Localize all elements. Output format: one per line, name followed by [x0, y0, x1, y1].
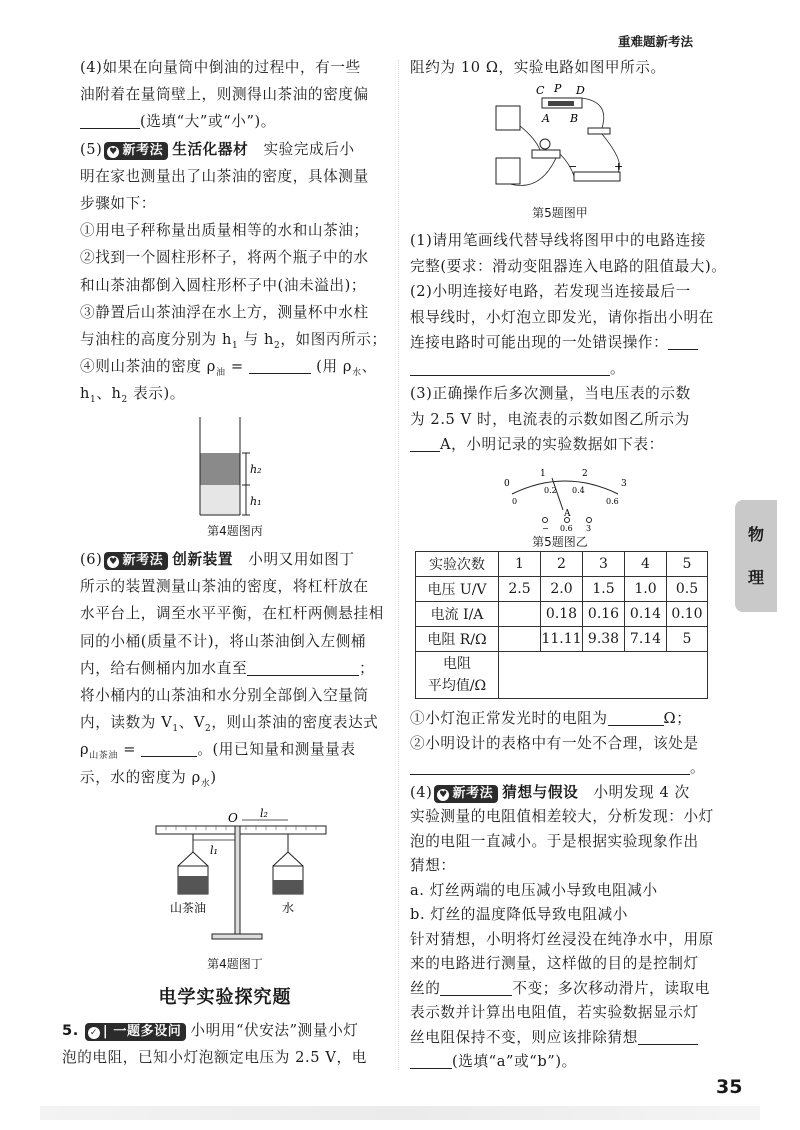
text-line — [80, 682, 384, 709]
text-run: 连接电路时可能出现的一处错误操作： — [410, 334, 669, 351]
table-cell: 5 — [667, 552, 708, 577]
text-line — [410, 952, 714, 977]
text-run: 。 — [610, 359, 626, 377]
figure-jia-caption: 第5题图甲 — [532, 206, 588, 220]
answer-blank[interactable] — [638, 1028, 698, 1045]
answer-blank[interactable] — [410, 758, 690, 775]
figure-bing-caption: 第4题图丙 — [207, 524, 263, 538]
h1-label: h₁ — [250, 495, 262, 508]
badge-label: 新考法 — [122, 553, 164, 568]
terminal-b-label: B — [570, 112, 579, 125]
table-cell: 1 — [499, 552, 541, 577]
table-cell: 0.10 — [667, 602, 708, 627]
text-line — [410, 1050, 714, 1075]
table-cell: 9.38 — [583, 627, 625, 652]
subscript: 2 — [273, 340, 281, 351]
answer-blank[interactable] — [440, 979, 512, 996]
text-run: 明在家也测量出了山茶油的密度，具体测量 — [80, 167, 369, 185]
text-line — [80, 54, 387, 81]
text-line — [410, 356, 726, 382]
text-run: ③静置后山茶油浮在水上方，测量杯中水柱 — [80, 303, 369, 321]
text-run: 实验完成后小 — [248, 140, 355, 158]
terminal-a-label: A — [542, 112, 550, 125]
text-run: 泡的电阻一直减小。于是根据实验现象作出 — [410, 832, 699, 850]
bulb — [540, 139, 550, 149]
table-cell: 11.11 — [541, 627, 583, 652]
text-run: ①小灯泡正常发光时的电阻为 — [410, 710, 608, 727]
text-line — [80, 299, 387, 326]
text-run: 针对猜想，小明将灯丝浸没在纯净水中，用原 — [410, 930, 714, 948]
text-line — [80, 353, 387, 380]
text-line — [80, 326, 387, 353]
row-header: 电阻 平均值/Ω — [416, 652, 499, 699]
text-run: 阻约为 10 Ω，实验电路如图甲所示。 — [410, 59, 666, 76]
table-cell — [499, 602, 541, 627]
water-label: 水 — [282, 901, 295, 915]
slider-p-label: P — [554, 82, 562, 95]
answer-blank[interactable] — [668, 333, 698, 350]
text-line — [80, 709, 384, 736]
table-cell: 2.0 — [541, 577, 583, 602]
text-run: 泡的电阻，已知小灯泡额定电压为 2.5 V，电 — [62, 1049, 367, 1067]
text-line — [80, 108, 387, 135]
text-run: Ω； — [663, 710, 692, 727]
tick-bottom-04: 0.4 — [572, 486, 585, 495]
terminal-c-label: C — [536, 84, 545, 97]
figure-jia-circuit — [490, 82, 630, 202]
new-method-badge — [434, 785, 498, 803]
text-run: 为 2.5 V 时，电流表的示数如图乙所示为 — [410, 410, 690, 428]
text-line — [410, 781, 714, 806]
answer-blank[interactable] — [141, 740, 197, 757]
table-cell: 0.16 — [583, 602, 625, 627]
text-run: 、 — [361, 358, 377, 376]
table-cell: 3 — [583, 552, 625, 577]
checkmark-icon: ✓ — [89, 1028, 98, 1038]
text-run: ④则山茶油的密度 ρ — [80, 358, 216, 376]
subscript: 2 — [121, 395, 128, 406]
lever-ruler — [156, 826, 326, 834]
subscript: 水 — [200, 778, 211, 789]
table-row-average — [416, 652, 708, 699]
text-line — [80, 573, 384, 600]
answer-blank[interactable] — [410, 1052, 452, 1069]
figure-yi-ammeter-dial — [490, 466, 640, 532]
text-run: 表示)。 — [127, 385, 185, 403]
l1-label: l₁ — [210, 844, 218, 857]
column-divider — [398, 60, 399, 1070]
text-run: 表示数并计算出电阻值，若实验数据显示灯 — [410, 1004, 699, 1021]
lightbulb-icon: ♥ — [109, 557, 118, 567]
text-run: ，则山茶油的密度表达式 — [211, 714, 379, 732]
pivot-label: O — [228, 811, 238, 825]
badge-label: 新考法 — [452, 785, 494, 801]
subscript: 油 — [215, 367, 226, 378]
text-line — [410, 854, 714, 879]
text-line — [410, 732, 714, 757]
oil-in-bucket — [178, 876, 208, 894]
text-line — [410, 879, 714, 904]
badge-label: 新考法 — [122, 142, 164, 158]
text-run: 。(用已知量和测量量表 — [197, 741, 356, 759]
text-line — [80, 81, 387, 108]
answer-blank[interactable] — [410, 359, 610, 376]
section-heading: 电学实验探究题 — [158, 987, 292, 1008]
text-run: (6) — [80, 551, 103, 568]
subscript: 1 — [90, 395, 97, 406]
text-run: h — [80, 385, 90, 403]
text-line — [80, 764, 384, 791]
topic-label: 生活化器材 — [172, 140, 249, 158]
text-line — [80, 628, 384, 655]
text-run: 根导线时，小灯泡立即发光，请你指出小明在 — [410, 308, 714, 326]
text-run: (用 ρ — [310, 358, 353, 376]
table-cell: 0.5 — [667, 577, 708, 602]
subscript: 1 — [231, 340, 239, 351]
new-method-badge — [104, 552, 168, 570]
multi-question-badge — [85, 1023, 186, 1041]
text-line — [410, 305, 726, 331]
tick-top-0: 0 — [504, 479, 510, 489]
text-line — [410, 830, 714, 855]
text-run: 与油柱的高度分别为 h — [80, 330, 232, 348]
text-run: (1)请用笔画线代替导线将图甲中的电路连接 — [410, 232, 706, 249]
text-run: 水平台上，调至水平平衡，在杠杆两侧悬挂相 — [80, 605, 384, 623]
text-run: 。 — [690, 759, 706, 776]
row-header: 实验次数 — [416, 552, 499, 577]
question-number: 5. — [62, 1022, 79, 1039]
text-line — [80, 244, 387, 271]
table-cell: 2 — [541, 552, 583, 577]
terminal-3: 3 — [586, 524, 592, 532]
text-line — [410, 381, 726, 407]
table-row — [416, 552, 708, 577]
text-run: ②找到一个圆柱形杯子，将两个瓶子中的水 — [80, 249, 369, 267]
text-run: = — [225, 358, 249, 376]
terminal-d-label: D — [576, 84, 585, 97]
text-line — [410, 432, 726, 458]
table-cell: 4 — [625, 552, 667, 577]
question-5-intro-cont — [410, 55, 666, 81]
table-cell — [499, 627, 541, 652]
text-line — [410, 903, 714, 928]
figure-ding-lever — [150, 808, 340, 948]
text-line — [80, 272, 387, 299]
text-line — [62, 1017, 367, 1044]
oil-column — [200, 453, 240, 485]
text-line — [410, 330, 726, 356]
text-run: 内，给右侧桶内加水直至 — [80, 659, 248, 677]
running-header: 重难题新考法 — [618, 34, 694, 49]
text-run: 小明发现 4 次 — [578, 783, 690, 801]
text-line — [80, 217, 387, 244]
water-in-bucket — [273, 880, 303, 894]
lightbulb-icon: ♥ — [109, 146, 118, 157]
table-row — [416, 627, 708, 652]
text-line — [410, 228, 726, 254]
text-line — [410, 407, 726, 433]
text-run: ①用电子秤称量出质量相等的水和山茶油； — [80, 222, 369, 240]
answer-blank[interactable] — [249, 357, 311, 374]
l2-label: l₂ — [260, 808, 268, 820]
text-run: 所示的装置测量山茶油的密度，将杠杆放在 — [80, 578, 369, 596]
stand-base — [212, 934, 262, 939]
experiment-data-table — [415, 551, 708, 699]
text-line — [410, 805, 714, 830]
text-line — [410, 977, 714, 1002]
text-line — [410, 254, 726, 280]
tick-bottom-02: 0.2 — [544, 486, 557, 495]
text-line — [80, 546, 384, 573]
text-line — [410, 1001, 714, 1026]
figure-bing-cylinder — [180, 415, 290, 519]
subscript: 1 — [172, 724, 179, 735]
text-run: 猜想： — [410, 857, 456, 874]
text-run: (4) — [410, 783, 433, 801]
text-run: (4)如果在向量筒中倒油的过程中，有一些 — [80, 59, 361, 76]
question-5-intro — [62, 1017, 367, 1071]
text-run: 完整(要求：滑动变阻器连入电路的阻值最大)。 — [410, 257, 727, 275]
text-run: 将小桶内的山茶油和水分别全部倒入空量筒 — [80, 686, 369, 704]
text-run: b. 灯丝的温度降低导致电阻减小 — [410, 906, 628, 923]
text-line — [410, 707, 714, 732]
tick-top-2: 2 — [582, 469, 588, 479]
page-number: 35 — [716, 1076, 743, 1098]
text-run: 内，读数为 V — [80, 714, 173, 732]
text-run: 、h — [96, 385, 122, 403]
subscript: 水 — [352, 367, 362, 378]
table-cell: 2.5 — [499, 577, 541, 602]
table-row — [416, 577, 708, 602]
text-run: ρ — [80, 741, 90, 759]
answer-blank[interactable] — [247, 659, 359, 676]
battery-plus: + — [614, 160, 624, 173]
dial-arc — [512, 481, 618, 494]
subscript: 山茶油 — [89, 751, 118, 762]
text-run: 小明又用如图丁 — [233, 551, 355, 568]
answer-blank[interactable] — [608, 709, 664, 726]
table-cell: 1.5 — [583, 577, 625, 602]
text-line — [80, 380, 387, 407]
text-run: 油附着在量筒壁上，则测得山茶油的密度偏 — [80, 86, 369, 104]
text-run: 示，水的密度为 ρ — [80, 768, 201, 786]
text-run: 小明用“伏安法”测量小灯 — [190, 1022, 359, 1039]
text-run: = — [118, 741, 142, 759]
badge-label: | 一题多设问 — [102, 1024, 182, 1039]
table-cell: 0.18 — [541, 602, 583, 627]
figure-ding-caption: 第4题图丁 — [207, 957, 263, 971]
text-run: 与 h — [238, 330, 274, 348]
question-4-parts-4-5 — [80, 54, 387, 407]
terminal-minus: − — [542, 524, 549, 532]
text-run: (3)正确操作后多次测量，当电压表的示数 — [410, 385, 691, 402]
text-run: 丝的 — [410, 979, 441, 997]
voltmeter — [496, 106, 520, 130]
lightbulb-icon: ♥ — [439, 789, 448, 800]
text-run: 、V — [178, 714, 206, 732]
text-run: a. 灯丝两端的电压减小导致电阻减小 — [410, 881, 658, 899]
row-header: 电阻 R/Ω — [416, 627, 499, 652]
question-5-parts-1-3 — [410, 228, 726, 458]
text-line — [410, 55, 666, 81]
text-run: 和山茶油都倒入圆柱形杯子中(油未溢出)； — [80, 276, 367, 294]
scan-smudge — [40, 1106, 760, 1120]
text-run: 不变；多次移动滑片，读取电 — [512, 979, 710, 997]
text-run: ②小明设计的表格中有一处不合理，该处是 — [410, 734, 699, 752]
battery-minus: − — [568, 160, 578, 173]
ammeter — [496, 158, 520, 184]
row-header: 电流 I/A — [416, 602, 499, 627]
tick-top-3: 3 — [621, 479, 627, 489]
text-run: ，如图丙所示； — [280, 330, 387, 348]
oil-label: 山茶油 — [170, 901, 207, 915]
subscript: 2 — [205, 724, 212, 735]
text-run: (选填“大”或“小”)。 — [140, 113, 276, 131]
text-line — [80, 655, 384, 682]
tab-char-2: 理 — [747, 568, 764, 587]
terminal-06: 0.6 — [560, 524, 573, 532]
row-header: 电压 U/V — [416, 577, 499, 602]
text-line — [80, 190, 387, 217]
answer-blank[interactable] — [80, 112, 140, 129]
text-run: (2)小明连接好电路，若发现当连接最后一 — [410, 283, 691, 300]
text-line — [62, 1044, 367, 1071]
table-cell: 5 — [667, 627, 708, 652]
text-line — [80, 600, 384, 627]
new-method-badge — [104, 142, 168, 160]
question-5-parts-3-4 — [410, 707, 714, 1075]
table-row — [416, 602, 708, 627]
tick-top-1: 1 — [540, 469, 546, 479]
table-cell: 7.14 — [625, 627, 667, 652]
text-line — [80, 136, 387, 163]
topic-label: 创新装置 — [172, 551, 234, 568]
h2-label: h₂ — [250, 463, 262, 476]
text-run: 实验测量的电阻值相差较大，分析发现：小灯 — [410, 808, 714, 825]
text-line — [410, 928, 714, 953]
text-run: 丝电阻保持不变，则应该排除猜想 — [410, 1028, 638, 1046]
text-run: 同的小桶(质量不计)，将山茶油倒入左侧桶 — [80, 632, 367, 650]
tab-char-1: 物 — [747, 525, 764, 544]
table-cell: 1.0 — [625, 577, 667, 602]
switch — [588, 128, 610, 134]
unit-label: A — [564, 509, 571, 519]
text-line — [410, 756, 714, 781]
average-cell — [499, 652, 708, 699]
answer-blank[interactable] — [410, 435, 440, 452]
tick-bottom-0: 0 — [512, 497, 518, 506]
text-run: ； — [359, 659, 375, 677]
text-line — [80, 163, 387, 190]
battery — [574, 172, 620, 181]
figure-yi-caption: 第5题图乙 — [532, 535, 588, 549]
text-line — [410, 279, 726, 305]
text-run: 步骤如下： — [80, 194, 156, 212]
text-line — [80, 736, 384, 763]
text-run: 来的电路进行测量，这样做的目的是控制灯 — [410, 955, 699, 972]
tick-bottom-06: 0.6 — [606, 497, 619, 506]
text-run: (选填“a”或“b”)。 — [452, 1053, 577, 1070]
topic-label: 猜想与假设 — [502, 783, 579, 801]
text-run: A，小明记录的实验数据如下表： — [440, 436, 664, 453]
lever-stand — [235, 826, 240, 934]
water-column — [200, 485, 240, 515]
text-run: (5) — [80, 140, 103, 158]
subject-tab[interactable] — [735, 500, 777, 612]
text-line — [410, 1026, 714, 1051]
table-cell: 0.14 — [625, 602, 667, 627]
question-4-part-6 — [80, 546, 384, 791]
text-run: ) — [210, 768, 217, 786]
